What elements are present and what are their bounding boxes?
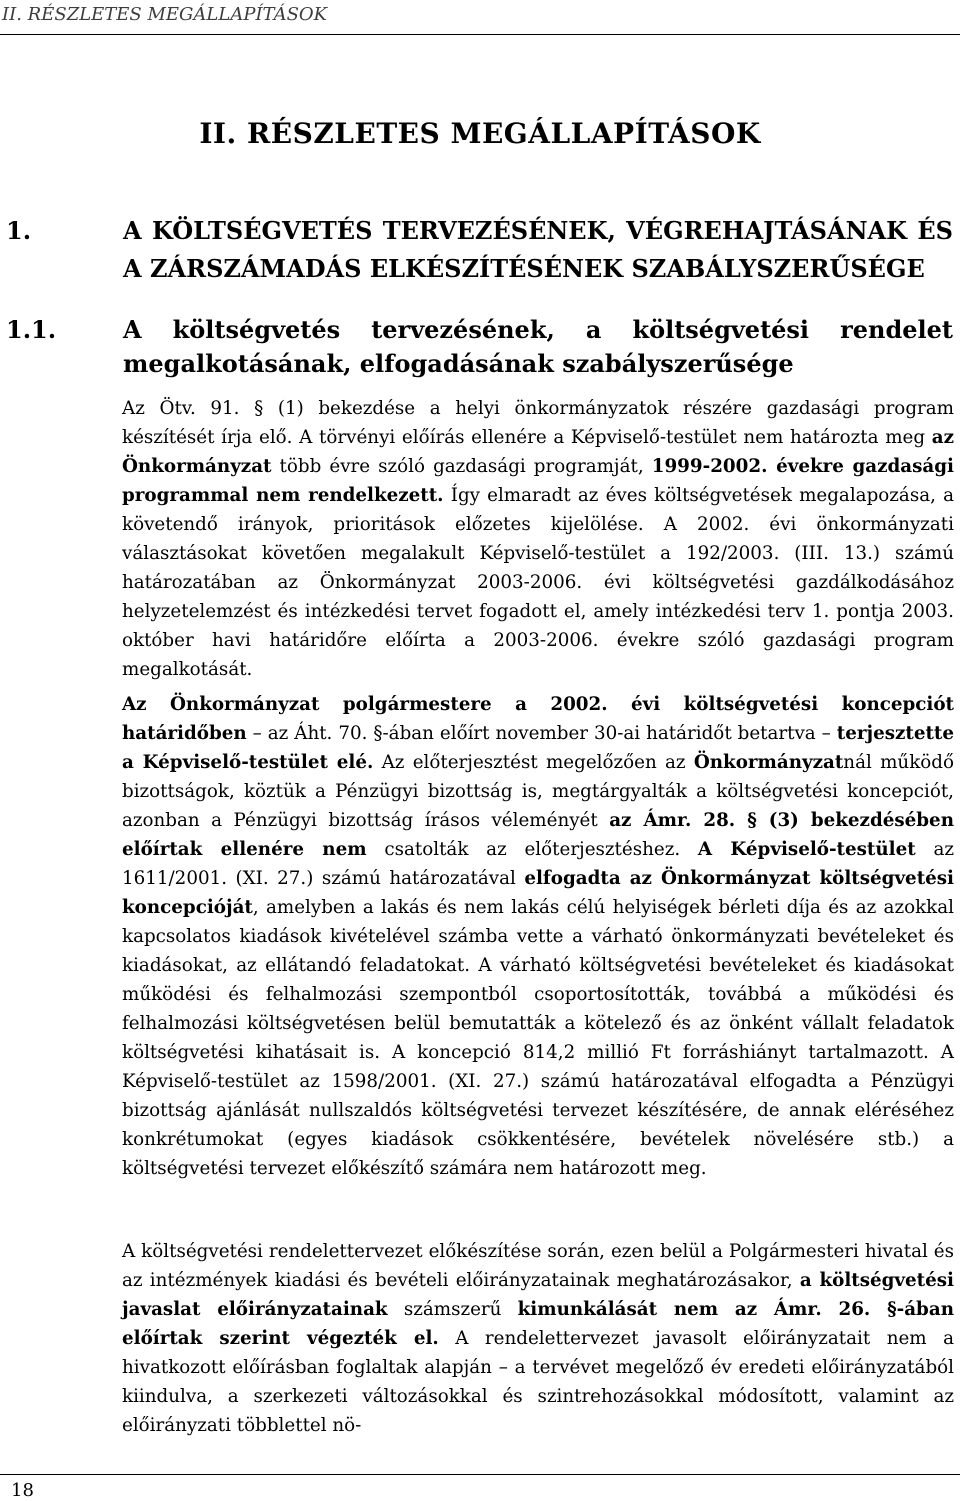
section-number: 1. [6, 216, 32, 245]
text-run: Így elmaradt az éves költségvetések megalapozása, a követendő irányok, prioritások előzetes kijelölése. A 2002. évi önkormányzati választásokat követően megalakult Képviselő-testület a 192/2003. (III. 13.) számú határozatában az Önkormányzat 2003-2006. évi költségvetési gazdálkodásához helyzetelemzést és intézkedési tervet fogadott el, amely intézkedési terv 1. pontja 2003. október havi határidőre előírta a 2003-2006. évekre szóló gazdasági program megalkotását. [122, 485, 954, 680]
chapter-title: II. RÉSZLETES MEGÁLLAPÍTÁSOK [199, 117, 761, 150]
bold-run: 1999-2002. évekre gazdasági programmal nem rendelkezett. [122, 456, 954, 506]
bold-run: kimunkálását nem az Ámr. 26. §-ában előírtak szerint végezték el. [122, 1299, 954, 1349]
text-run: Az előterjesztést megelőzően az [373, 752, 694, 773]
paragraph-economic-program [122, 394, 954, 684]
paragraph-budget-concept [122, 690, 954, 1183]
page-number: 18 [11, 1480, 34, 1501]
paragraph-text [122, 394, 954, 684]
subsection-title: A költségvetés tervezésének, a költségvetési rendelet megalkotásának, elfogadásának szabályszerűsége [123, 315, 953, 378]
text-run: nál működő bizottságok, köztük a Pénzügyi bizottság is, megtárgyalták a költségvetési koncepciót, azonban a Pénzügyi bizottság írásos véleményét [122, 752, 954, 831]
footer-rule [0, 1474, 960, 1475]
header-rule [0, 34, 960, 35]
section-heading [0, 212, 960, 288]
text-run: A költségvetési rendelettervezet előkészítése során, ezen belül a Polgármesteri hivatal és az intézmények kiadási és bevételi előirányzatainak meghatározásakor, [122, 1241, 954, 1291]
text-run: számszerű [387, 1299, 518, 1320]
bold-run: elfogadta az Önkormányzat költségvetési koncepcióját [122, 868, 955, 918]
bold-run: A Képviselő-testület [697, 839, 916, 860]
text-run: több évre szóló gazdasági programját, [271, 456, 652, 477]
bold-run: Az Önkormányzat polgármestere a 2002. évi költségvetési koncepciót határidőben [122, 694, 954, 744]
paragraph-text [122, 690, 954, 1183]
bold-run: a költségvetési javaslat előirányzatainak [122, 1270, 954, 1320]
section-title: A KÖLTSÉGVETÉS TERVEZÉSÉNEK, VÉGREHAJTÁSÁNAK ÉS A ZÁRSZÁMADÁS ELKÉSZÍTÉSÉNEK SZABÁLYSZERŰSÉGE [123, 216, 953, 283]
running-header: II. RÉSZLETES MEGÁLLAPÍTÁSOK [2, 4, 328, 25]
bold-run: terjesztette a Képviselő-testület elé. [122, 723, 954, 773]
paragraph-draft-preparation [122, 1237, 954, 1440]
text-run: Az Ötv. 91. § (1) bekezdése a helyi önkormányzatok részére gazdasági program készítését írja elő. A törvényi előírás ellenére a Képviselő-testület nem határozta meg [122, 398, 954, 448]
bold-run: az Ámr. 28. § (3) bekezdésében előírtak ellenére nem [122, 810, 954, 860]
bold-run: az Önkormányzat [122, 427, 954, 477]
text-run: csatolták az előterjesztéshez. [366, 839, 698, 860]
subsection-number: 1.1. [6, 315, 57, 344]
text-run: , amelyben a lakás és nem lakás célú helyiségek bérleti díja és az azokkal kapcsolatos kiadások kivételével számba vette a várható önkormányzati bevételeket és kiadásokat, az ellátandó feladatokat. A várható költségvetési bevételeket és kiadásokat működési és felhalmozási szempontból csoportosították, továbbá a működési és felhalmozási költségvetésen belül bemutatták a kötelező és az önként vállalt feladatok költségvetési kihatásait is. A koncepció 814,2 millió Ft forráshiányt tartalmazott. A Képviselő-testület az 1598/2001. (XI. 27.) számú határozatával elfogadta a Pénzügyi bizottság ajánlását nullszaldós költségvetési tervezet készítésére, de annak eléréséhez konkrétumokat (egyes kiadások csökkentésére, bevételek növelésére stb.) a költségvetési tervezet előkészítő számára nem határozott meg. [122, 897, 954, 1179]
text-run: – az Áht. 70. §-ában előírt november 30-ai határidőt betartva – [246, 723, 837, 744]
text-run: A rendelettervezet javasolt előirányzatait nem a hivatkozott előírásban foglaltak alapján – a tervévet megelőző év eredeti előirányzatából kiindulva, a szerkezeti változásokkal és szintrehozásokkal módosított, valamint az előirányzati többlettel nö- [122, 1328, 954, 1436]
subsection-heading [0, 313, 960, 381]
bold-run: Önkormányzat [693, 752, 844, 773]
paragraph-text [122, 1237, 954, 1440]
text-run: az 1611/2001. (XI. 27.) számú határozatával [122, 839, 954, 889]
